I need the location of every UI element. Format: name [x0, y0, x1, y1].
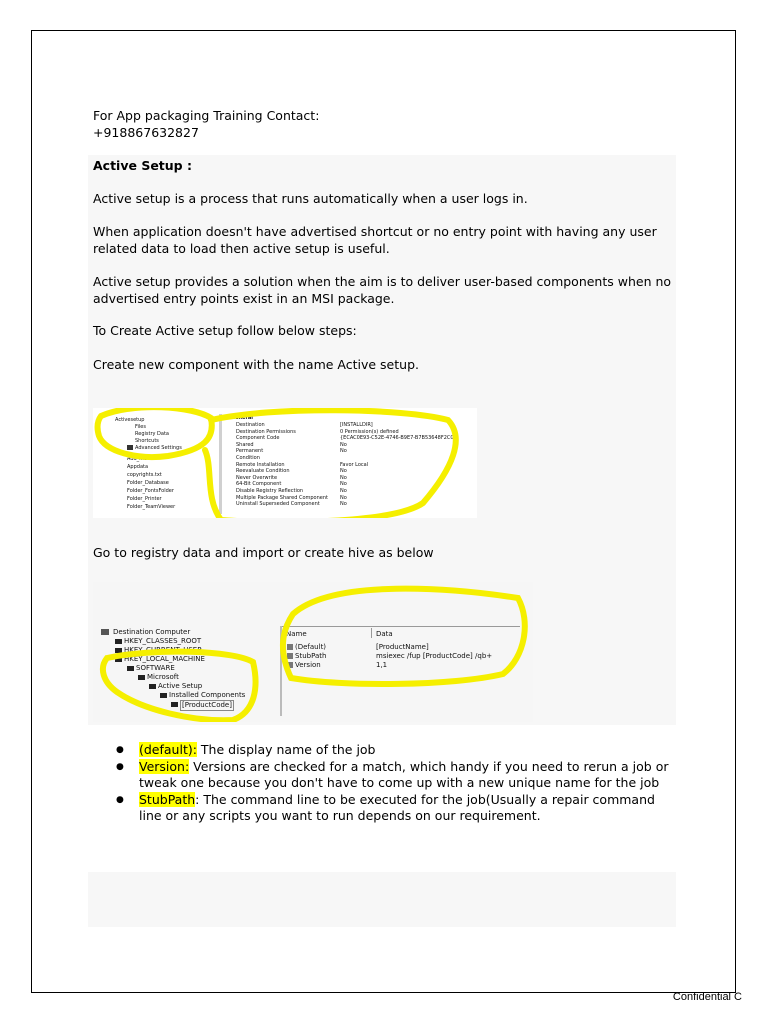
prop-name: Remote Installation	[236, 461, 285, 468]
props-section: General	[231, 415, 253, 421]
contact-line	[93, 108, 673, 141]
reg-tree-item: Destination Computer	[113, 628, 191, 636]
confidential-footer: Confidential C	[672, 991, 742, 1003]
reg-tree-item: SOFTWARE	[136, 664, 175, 672]
yellow-annotation	[93, 582, 533, 722]
reg-value-name: StubPath	[295, 652, 327, 660]
term-description: : The command line to be executed for the job(Usually a repair command line or any scripts you want to run depends on our requirement.	[139, 791, 655, 823]
reg-value-data: msiexec /fup [ProductCode] /qb+	[376, 652, 493, 660]
prop-name: Shared	[236, 441, 254, 448]
prop-name: Disable Registry Reflection	[236, 488, 304, 494]
prop-value: No	[340, 468, 347, 475]
tree-item: Folder_Printer	[127, 496, 162, 502]
prop-name: Never Overwrite	[236, 474, 278, 481]
reg-tree-item-selected: [ProductCode]	[182, 701, 232, 709]
paragraph-4: To Create Active setup follow below steps:	[93, 323, 357, 338]
section-heading: Active Setup :	[93, 158, 192, 173]
tree-item: Folder_TeamViewer	[127, 504, 176, 510]
prop-value: No	[340, 474, 347, 481]
tree-item: Add_file	[127, 456, 147, 462]
prop-value: No	[340, 448, 347, 455]
prop-value: No	[340, 481, 347, 488]
registry-screenshot	[93, 582, 533, 722]
prop-value: 0 Permission(s) defined	[340, 428, 399, 435]
reg-value-data: [ProductName]	[376, 643, 429, 651]
prop-value: No	[340, 488, 347, 494]
tree-item: Activesetup	[115, 417, 145, 423]
tree-item: Shortcuts	[135, 438, 159, 444]
paragraph-3: Active setup provides a solution when the aim is to deliver user-based components when no advertised entry points exist in an MSI package.	[93, 274, 672, 306]
prop-value: {ECAC0E93-C52E-4746-B9E7-B7B53648F2C0}	[340, 435, 457, 442]
prop-value: No	[340, 501, 347, 508]
term-description: Versions are checked for a match, which handy if you need to rerun a job or tweak one because you don't have to come up with a new unique name for the job	[139, 758, 669, 790]
highlighted-term: Version:	[139, 758, 190, 774]
highlighted-term: StubPath	[139, 791, 196, 807]
list-item	[139, 742, 673, 759]
prop-name: Condition	[236, 455, 260, 461]
prop-name: 64-Bit Component	[236, 481, 282, 488]
reg-tree-item: Active Setup	[158, 682, 203, 690]
prop-name: Multiple Package Shared Component	[236, 494, 328, 501]
bottom-shading	[88, 872, 676, 927]
tree-item: Registry Data	[135, 431, 169, 437]
prop-name: Uninstall Superseded Component	[236, 501, 320, 508]
highlighted-term: (default):	[139, 742, 197, 757]
reg-tree-item: HKEY_CLASSES_ROOT	[124, 637, 202, 645]
component-screenshot	[93, 408, 477, 518]
list-item	[139, 792, 673, 825]
prop-value: Favor Local	[340, 461, 369, 468]
prop-value: [INSTALLDIR]	[340, 422, 373, 428]
reg-tree-item: Installed Components	[169, 691, 246, 699]
yellow-annotation	[93, 408, 477, 518]
prop-name: Reevaluate Condition	[236, 468, 290, 475]
contact-text: For App packaging Training Contact:	[93, 108, 320, 123]
tree-item: Appdata	[127, 464, 149, 470]
tree-item: Advanced Settings	[135, 445, 182, 451]
paragraph-2: When application doesn't have advertised shortcut or no entry point with having any user related data to load then active setup is useful.	[93, 224, 657, 256]
reg-value-name: (Default)	[295, 643, 327, 651]
prop-name: Destination	[236, 422, 265, 428]
paragraph-1: Active setup is a process that runs automatically when a user logs in.	[93, 191, 528, 206]
col-data-header: Data	[376, 630, 393, 638]
definition-list	[93, 742, 673, 825]
reg-tree-item: HKEY_CURRENT_USER	[124, 646, 203, 654]
tree-item: Files	[135, 424, 146, 430]
tree-item: Folder_Database	[127, 480, 169, 486]
term-description: The display name of the job	[196, 742, 376, 757]
reg-value-data: 1,1	[376, 661, 388, 669]
reg-tree-item: HKEY_LOCAL_MACHINE	[124, 655, 205, 663]
list-item	[139, 759, 673, 792]
reg-tree-item: Microsoft	[147, 673, 179, 681]
prop-name: Component Code	[236, 435, 280, 442]
prop-name: Destination Permissions	[236, 428, 296, 435]
tree-item: Folder_FontsFolder	[127, 488, 174, 494]
tree-item: copyrights.txt	[127, 472, 162, 478]
contact-phone: +918867632827	[93, 124, 199, 140]
paragraph-6: Go to registry data and import or create hive as below	[93, 545, 434, 560]
prop-name: Permanent	[236, 448, 264, 455]
prop-value: No	[340, 441, 347, 448]
prop-value: No	[340, 494, 347, 501]
col-name-header: Name	[286, 630, 307, 638]
reg-value-name: Version	[295, 661, 321, 669]
paragraph-5: Create new component with the name Active setup.	[93, 357, 419, 372]
